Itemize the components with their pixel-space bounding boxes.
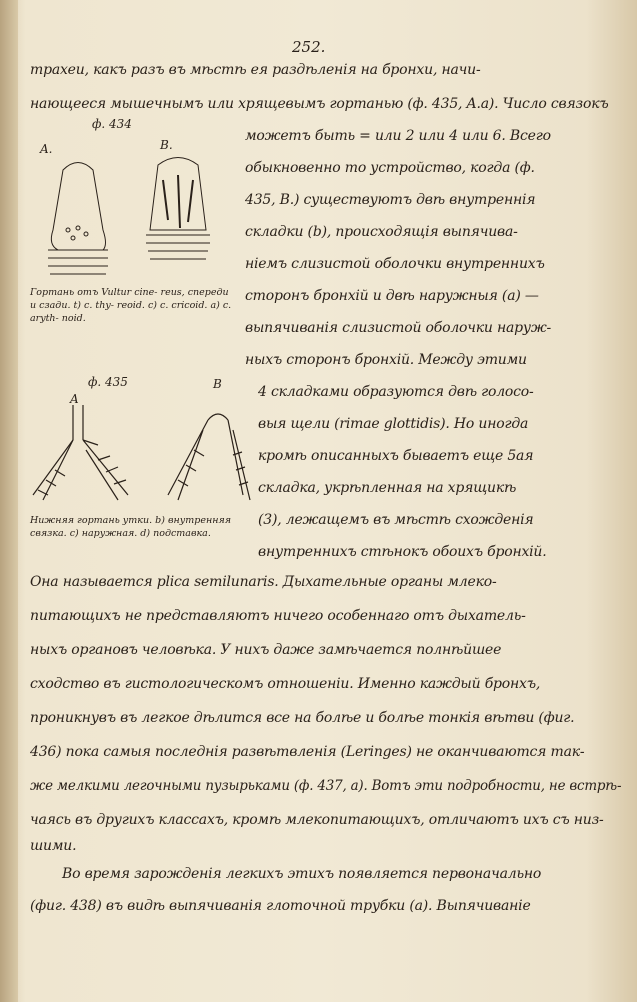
text-line: же мелкими легочными пузырьками (ф. 437, a). Вотъ эти подробности, не встрѣ- [30, 778, 622, 794]
text-line: шими. [30, 838, 77, 854]
text-line: (фиг. 438) въ видѣ выпячиванія глоточной трубки (a). Выпячиваніе [30, 898, 531, 914]
figure-sublabel: A [70, 392, 79, 406]
text-line: ныхъ сторонъ бронхій. Между этими [245, 352, 527, 368]
text-line: сходство въ гистологическомъ отношеніи. Именно каждый бронхъ, [30, 676, 541, 692]
figure-sublabel: B. [160, 138, 173, 152]
page-number: 252. [292, 38, 326, 56]
text-line: (3), лежащемъ въ мѣстѣ схожденія [258, 512, 534, 528]
text-line: обыкновенно то устройство, когда (ф. [245, 160, 535, 176]
text-line: сторонъ бронхій и двѣ наружныя (a) — [245, 288, 539, 304]
text-line: проникнувъ въ легкое дѣлится все на болѣе и болѣе тонкія вѣтви (фиг. [30, 710, 575, 726]
text-line: 4 складками образуются двѣ голосо- [258, 384, 534, 400]
text-line: чаясь въ другихъ классахъ, кромѣ млекопитающихъ, отличаютъ ихъ съ низ- [30, 812, 604, 828]
figure-sublabel: B [213, 377, 222, 391]
text-line: выпячиванія слизистой оболочки наруж- [245, 320, 552, 336]
larynx-drawing [28, 150, 228, 285]
text-line: ніемъ слизистой оболочки внутреннихъ [245, 256, 545, 272]
figure-sublabel: A. [40, 142, 53, 156]
text-line: Она называется plica semilunaris. Дыхательные органы млеко- [30, 574, 497, 590]
text-line: трахеи, какъ разъ въ мѣстѣ ея раздѣленія на бронхи, начи- [30, 62, 481, 78]
binding-shadow [0, 0, 18, 1002]
figure-label: ф. 434 [92, 117, 132, 131]
text-line: внутреннихъ стѣнокъ обоихъ бронхій. [258, 544, 547, 560]
figure-caption: Нижняя гортань утки. b) внутренняя связка. c) наружная. d) подставка. [30, 515, 232, 539]
text-line: Во время зарожденія легкихъ этихъ появляется первоначально [62, 866, 542, 882]
text-line: складки (b), происходящія выпячива- [245, 224, 518, 240]
text-line: нающееся мышечнымъ или хрящевымъ гортанью (ф. 435, A.a). Число связокъ [30, 96, 609, 112]
text-line: 435, B.) существуютъ двѣ внутреннія [245, 192, 536, 208]
figure-label: ф. 435 [88, 375, 128, 389]
text-line: кромѣ описанныхъ бываетъ еще 5ая [258, 448, 534, 464]
text-line: ныхъ органовъ человѣка. У нихъ даже замѣчается полнѣйшее [30, 642, 502, 658]
text-line: 436) пока самыя последнія развѣтвленія (Leringes) не оканчиваются так- [30, 744, 585, 760]
text-line: выя щели (rimae glottidis). Но иногда [258, 416, 529, 432]
text-line: питающихъ не представляютъ ничего особеннаго отъ дыхатель- [30, 608, 526, 624]
text-line: можетъ быть = или 2 или 4 или 6. Всего [245, 128, 551, 144]
figure-caption: Гортань отъ Vultur cine- reus, спереди и сзади. t) c. thy- reoid. c) c. cricoid. a) c. aryth- noid. [30, 287, 232, 324]
text-line: складка, укрѣпленная на хрящикѣ [258, 480, 517, 496]
syrinx-drawing [28, 400, 253, 510]
